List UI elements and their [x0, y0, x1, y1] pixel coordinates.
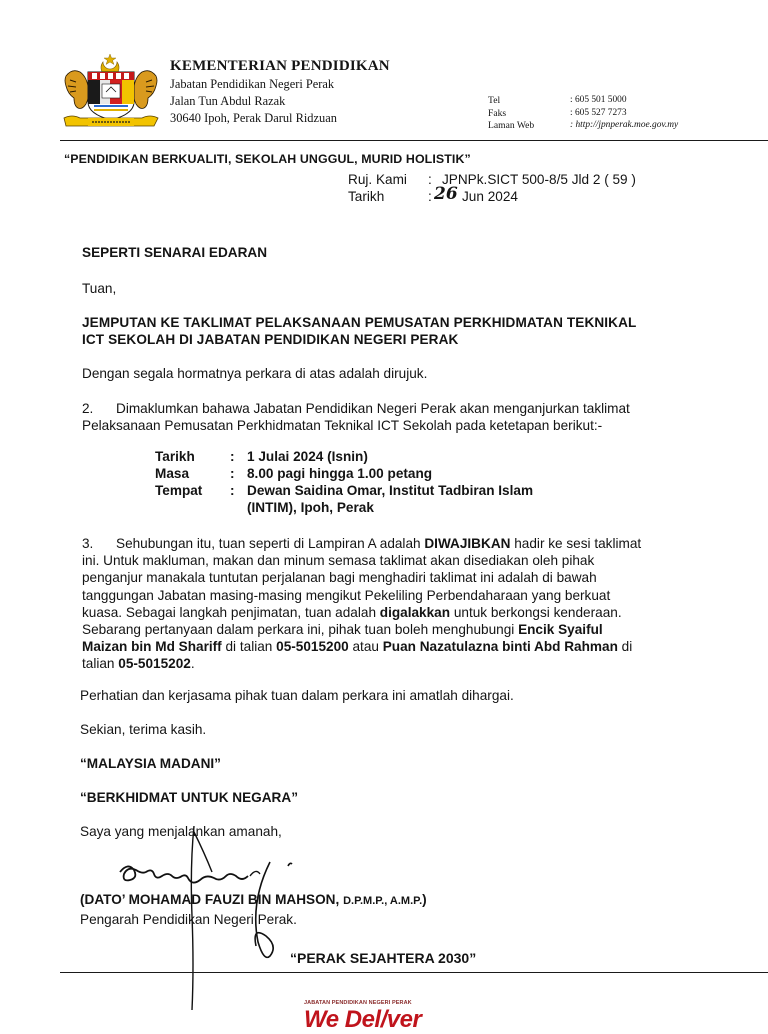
paragraph-3-line-6	[82, 621, 688, 638]
paragraph-3-line-7	[82, 638, 688, 655]
department-name: Jabatan Pendidikan Negeri Perak	[170, 77, 335, 91]
date-colon: :	[428, 189, 432, 204]
paragraph-3-line-3: penganjur manakala tuntutan perjalanan bagi menghadiri taklimat ini adalah di bawah	[82, 570, 597, 586]
tel-label: Tel	[488, 95, 501, 106]
detail-venue-value: Dewan Saidina Omar, Institut Tadbiran Islam	[247, 483, 534, 498]
letter-title-line-2: ICT SEKOLAH DI JABATAN PENDIDIKAN NEGERI PERAK	[82, 332, 459, 348]
footer-divider	[60, 972, 768, 973]
p3-text: untuk berkongsi kenderaan.	[450, 604, 622, 620]
signatory-close: )	[422, 892, 427, 907]
we-deliver-logo: We Del/ver	[304, 1006, 422, 1033]
paragraph-4: Perhatian dan kerjasama pihak tuan dalam perkara ini amatlah dihargai.	[80, 688, 514, 703]
footer-logo-caption: JABATAN PENDIDIKAN NEGERI PERAK	[304, 1000, 412, 1006]
closing-line: Sekian, terima kasih.	[80, 722, 207, 737]
p3-emphasis-mandatory: DIWAJIBKAN	[424, 536, 511, 551]
contact-phone-2: 05-5015202	[118, 656, 191, 672]
handwritten-day: 26	[434, 184, 458, 204]
paragraph-3-line-1	[82, 535, 688, 552]
tel-value: : 605 501 5000	[570, 95, 627, 105]
p3-text: di talian	[221, 639, 277, 655]
paragraph-3-line-8	[82, 655, 688, 672]
footer-slogan: “PERAK SEJAHTERA 2030”	[290, 950, 477, 966]
salutation: Tuan,	[82, 281, 117, 296]
signatory-name	[80, 892, 427, 907]
p3-text: 3. Sehubungan itu, tuan seperti di Lampiran A adalah	[82, 536, 425, 551]
detail-time-label: Masa	[155, 466, 190, 481]
letter-title	[82, 314, 702, 349]
paragraph-3-line-4: tanggungan Jabatan masing-masing mengikut Pekeliling Perbendaharaan yang berkuat	[82, 587, 611, 603]
letter-title-line-1: JEMPUTAN KE TAKLIMAT PELAKSANAAN PEMUSATAN PERKHIDMATAN TEKNIKAL	[82, 315, 637, 330]
p3-emphasis-encouraged: digalakkan	[379, 604, 451, 620]
p3-text: hadir ke sesi taklimat	[510, 536, 642, 551]
reference-colon: :	[428, 172, 432, 187]
detail-venue-colon: :	[230, 483, 235, 498]
contact-phone-1: 05-5015200	[276, 639, 349, 655]
p3-text: .	[190, 656, 195, 672]
detail-date-value: 1 Julai 2024 (Isnin)	[247, 449, 368, 464]
signatory-honours: D.P.M.P., A.M.P.	[343, 895, 423, 907]
paragraph-3-line-2: ini. Untuk makluman, makan dan minum semasa taklimat akan disediakan oleh pihak	[82, 553, 595, 569]
paragraph-3	[82, 535, 688, 673]
date-month-year: Jun 2024	[462, 189, 518, 204]
fax-label: Faks	[488, 108, 507, 119]
paragraph-2	[82, 400, 688, 435]
slogan-berkhidmat: “BERKHIDMAT UNTUK NEGARA”	[80, 790, 298, 805]
reference-label: Ruj. Kami	[348, 172, 407, 187]
contact-person-1: Maizan bin Md Shariff	[82, 639, 222, 655]
ministry-motto: “PENDIDIKAN BERKUALITI, SEKOLAH UNGGUL, MURID HOLISTIK”	[64, 152, 471, 166]
recipient-line: SEPERTI SENARAI EDARAN	[82, 245, 268, 260]
coat-of-arms-icon	[58, 52, 164, 134]
p3-text: atau	[348, 639, 383, 655]
signatory-title: Pengarah Pendidikan Negeri Perak.	[80, 912, 297, 927]
detail-venue-continuation: (INTIM), Ipoh, Perak	[247, 500, 374, 515]
address-city: 30640 Ipoh, Perak Darul Ridzuan	[170, 111, 337, 125]
paragraph-2-line-2: Pelaksanaan Pemusatan Perkhidmatan Teknikal ICT Sekolah pada ketetapan berikut:-	[82, 418, 603, 434]
p3-text: kuasa. Sebagai langkah penjimatan, tuan adalah	[82, 604, 380, 620]
contact-person-1: Encik Syaiful	[518, 622, 603, 638]
website-value[interactable]: : http://jpnperak.moe.gov.my	[570, 120, 679, 130]
p3-text: talian	[82, 656, 119, 672]
fax-value: : 605 527 7273	[570, 108, 627, 118]
detail-date-colon: :	[230, 449, 235, 464]
signatory-name-text: (DATO’ MOHAMAD FAUZI BIN MAHSON,	[80, 892, 344, 907]
reference-number: JPNPk.SICT 500-8/5 Jld 2 ( 59 )	[442, 172, 636, 187]
trust-line: Saya yang menjalankan amanah,	[80, 824, 282, 839]
paragraph-2-line-1: 2. Dimaklumkan bahawa Jabatan Pendidikan Negeri Perak akan menganjurkan taklimat	[82, 401, 630, 416]
detail-time-colon: :	[230, 466, 235, 481]
detail-date-label: Tarikh	[155, 449, 195, 464]
ministry-name: KEMENTERIAN PENDIDIKAN	[170, 58, 390, 74]
detail-time-value: 8.00 pagi hingga 1.00 petang	[247, 466, 433, 481]
detail-venue-label: Tempat	[155, 483, 203, 498]
p3-text: di	[617, 639, 633, 655]
slogan-malaysia-madani: “MALAYSIA MADANI”	[80, 756, 221, 771]
paragraph-3-line-5	[82, 604, 688, 621]
date-label: Tarikh	[348, 189, 385, 204]
address-street: Jalan Tun Abdul Razak	[170, 94, 286, 108]
p3-text: Sebarang pertanyaan dalam perkara ini, pihak tuan boleh menghubungi	[82, 622, 519, 638]
letterhead-divider	[60, 140, 768, 141]
intro-paragraph: Dengan segala hormatnya perkara di atas adalah dirujuk.	[82, 366, 428, 381]
website-label: Laman Web	[488, 120, 535, 131]
contact-person-2: Puan Nazatulazna binti Abd Rahman	[382, 639, 618, 655]
